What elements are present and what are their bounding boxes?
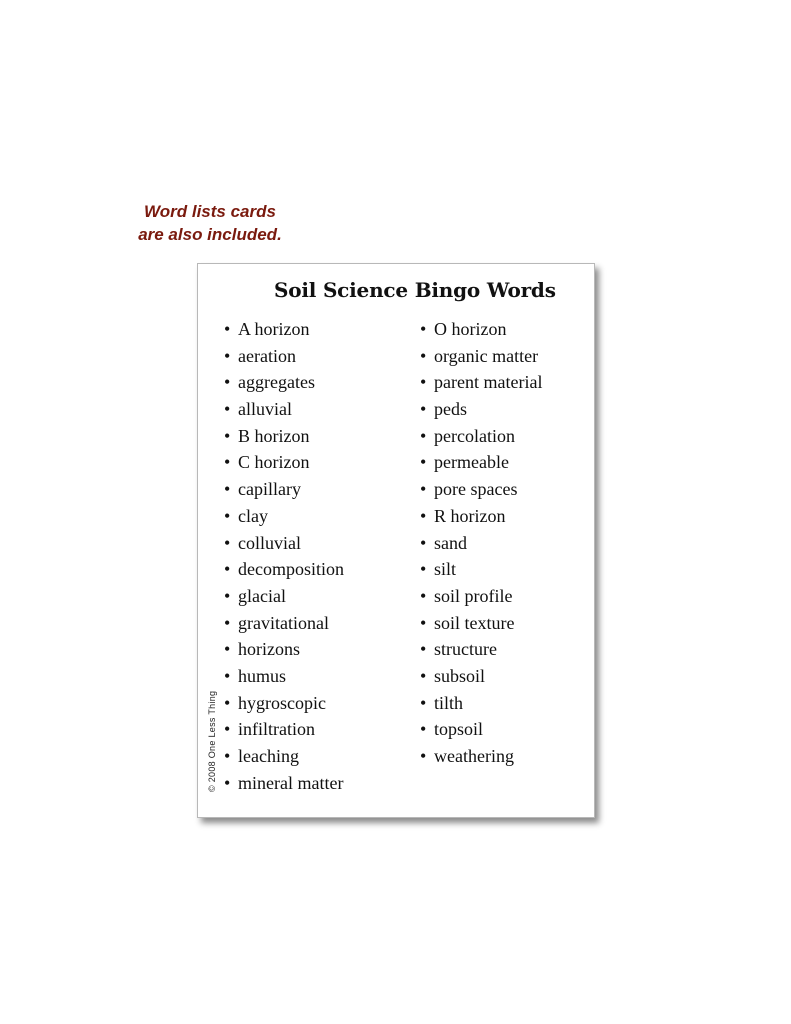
word-text: hygroscopic	[238, 692, 326, 713]
word-text: humus	[238, 665, 287, 686]
bullet-icon: •	[420, 746, 427, 766]
word-list-item	[420, 530, 542, 557]
word-list-card	[197, 263, 595, 818]
bullet-icon: •	[224, 772, 231, 793]
promo-caption	[110, 200, 310, 246]
word-list-item	[224, 636, 344, 663]
word-text: C horizon	[238, 452, 310, 473]
bullet-icon: •	[224, 665, 231, 686]
bullet-icon: •	[420, 639, 427, 660]
word-text: soil profile	[434, 585, 513, 606]
bullet-icon: •	[420, 559, 427, 580]
word-text: subsoil	[434, 665, 486, 686]
copyright-notice: © 2008 One Less Thing	[207, 690, 217, 792]
word-text: horizons	[238, 639, 300, 660]
bullet-icon: •	[420, 319, 427, 339]
word-list-item	[420, 396, 542, 423]
word-text: tilth	[434, 692, 464, 713]
word-text: aeration	[238, 345, 296, 366]
word-text: sand	[434, 532, 467, 553]
word-list-item	[224, 449, 344, 476]
word-list-item	[224, 716, 344, 743]
bullet-icon: •	[420, 372, 427, 393]
bullet-icon: •	[224, 452, 231, 473]
bullet-icon: •	[420, 479, 427, 500]
word-list-item	[224, 556, 344, 583]
word-text: capillary	[238, 479, 301, 500]
word-text: organic matter	[434, 345, 539, 366]
word-text: B horizon	[238, 425, 310, 446]
word-list-item	[420, 343, 542, 370]
word-list-item	[420, 716, 542, 743]
bullet-icon: •	[224, 692, 231, 713]
word-text: mineral matter	[238, 772, 344, 793]
word-text: structure	[434, 639, 497, 660]
word-text: colluvial	[238, 532, 301, 553]
word-text: decomposition	[238, 559, 344, 580]
word-list-item	[224, 369, 344, 396]
word-list-item	[420, 636, 542, 663]
bullet-icon: •	[224, 559, 231, 580]
word-text: permeable	[434, 452, 509, 473]
word-list-item	[224, 610, 344, 637]
word-list-left-column	[224, 316, 344, 796]
word-text: alluvial	[238, 399, 292, 420]
bullet-icon: •	[420, 719, 427, 740]
bullet-icon: •	[224, 399, 231, 420]
bullet-icon: •	[420, 345, 427, 366]
word-text: infiltration	[238, 719, 315, 740]
word-list-item	[224, 690, 344, 717]
word-text: leaching	[238, 746, 299, 766]
word-list-item	[420, 476, 542, 503]
word-list-right-column	[420, 316, 542, 770]
promo-caption-line-2: are also included.	[138, 225, 282, 244]
word-text: parent material	[434, 372, 543, 393]
word-list-item	[420, 503, 542, 530]
bullet-icon: •	[420, 692, 427, 713]
bullet-icon: •	[420, 399, 427, 420]
bullet-icon: •	[224, 479, 231, 500]
word-list-item	[224, 530, 344, 557]
word-text: silt	[434, 559, 457, 580]
word-list-item	[224, 343, 344, 370]
word-list-item	[224, 663, 344, 690]
word-list-item	[420, 316, 542, 343]
word-list-item	[420, 690, 542, 717]
bullet-icon: •	[420, 532, 427, 553]
bullet-icon: •	[224, 425, 231, 446]
bullet-icon: •	[224, 345, 231, 366]
word-list-item	[420, 369, 542, 396]
bullet-icon: •	[224, 719, 231, 740]
word-text: glacial	[238, 585, 286, 606]
word-list-item	[224, 503, 344, 530]
bullet-icon: •	[420, 505, 427, 526]
word-text: A horizon	[238, 319, 310, 339]
bullet-icon: •	[224, 612, 231, 633]
bullet-icon: •	[224, 746, 231, 766]
bullet-icon: •	[420, 452, 427, 473]
word-list-item	[224, 476, 344, 503]
bullet-icon: •	[224, 319, 231, 339]
word-list-item	[224, 583, 344, 610]
bullet-icon: •	[224, 372, 231, 393]
bullet-icon: •	[224, 585, 231, 606]
bullet-icon: •	[224, 505, 231, 526]
word-text: aggregates	[238, 372, 315, 393]
bullet-icon: •	[224, 639, 231, 660]
bullet-icon: •	[420, 665, 427, 686]
bullet-icon: •	[420, 612, 427, 633]
word-list-item	[420, 610, 542, 637]
word-text: percolation	[434, 425, 515, 446]
bullet-icon: •	[420, 585, 427, 606]
card-title: Soil Science Bingo Words	[274, 278, 556, 302]
word-list-item	[420, 423, 542, 450]
word-list-item	[420, 743, 542, 770]
word-list-item	[224, 396, 344, 423]
word-text: soil texture	[434, 612, 515, 633]
bullet-icon: •	[420, 425, 427, 446]
word-list-item	[420, 663, 542, 690]
bullet-icon: •	[224, 532, 231, 553]
word-text: peds	[434, 399, 467, 420]
promo-caption-line-1: Word lists cards	[144, 202, 276, 221]
word-list-item	[420, 449, 542, 476]
word-text: pore spaces	[434, 479, 518, 500]
word-list-item	[420, 583, 542, 610]
word-text: clay	[238, 505, 268, 526]
word-list-item	[224, 423, 344, 450]
word-list-item	[224, 743, 344, 770]
word-text: weathering	[434, 746, 514, 766]
word-text: R horizon	[434, 505, 506, 526]
word-list-item	[224, 770, 344, 797]
word-text: topsoil	[434, 719, 484, 740]
word-list-item	[420, 556, 542, 583]
word-text: O horizon	[434, 319, 507, 339]
word-text: gravitational	[238, 612, 329, 633]
word-list-item	[224, 316, 344, 343]
